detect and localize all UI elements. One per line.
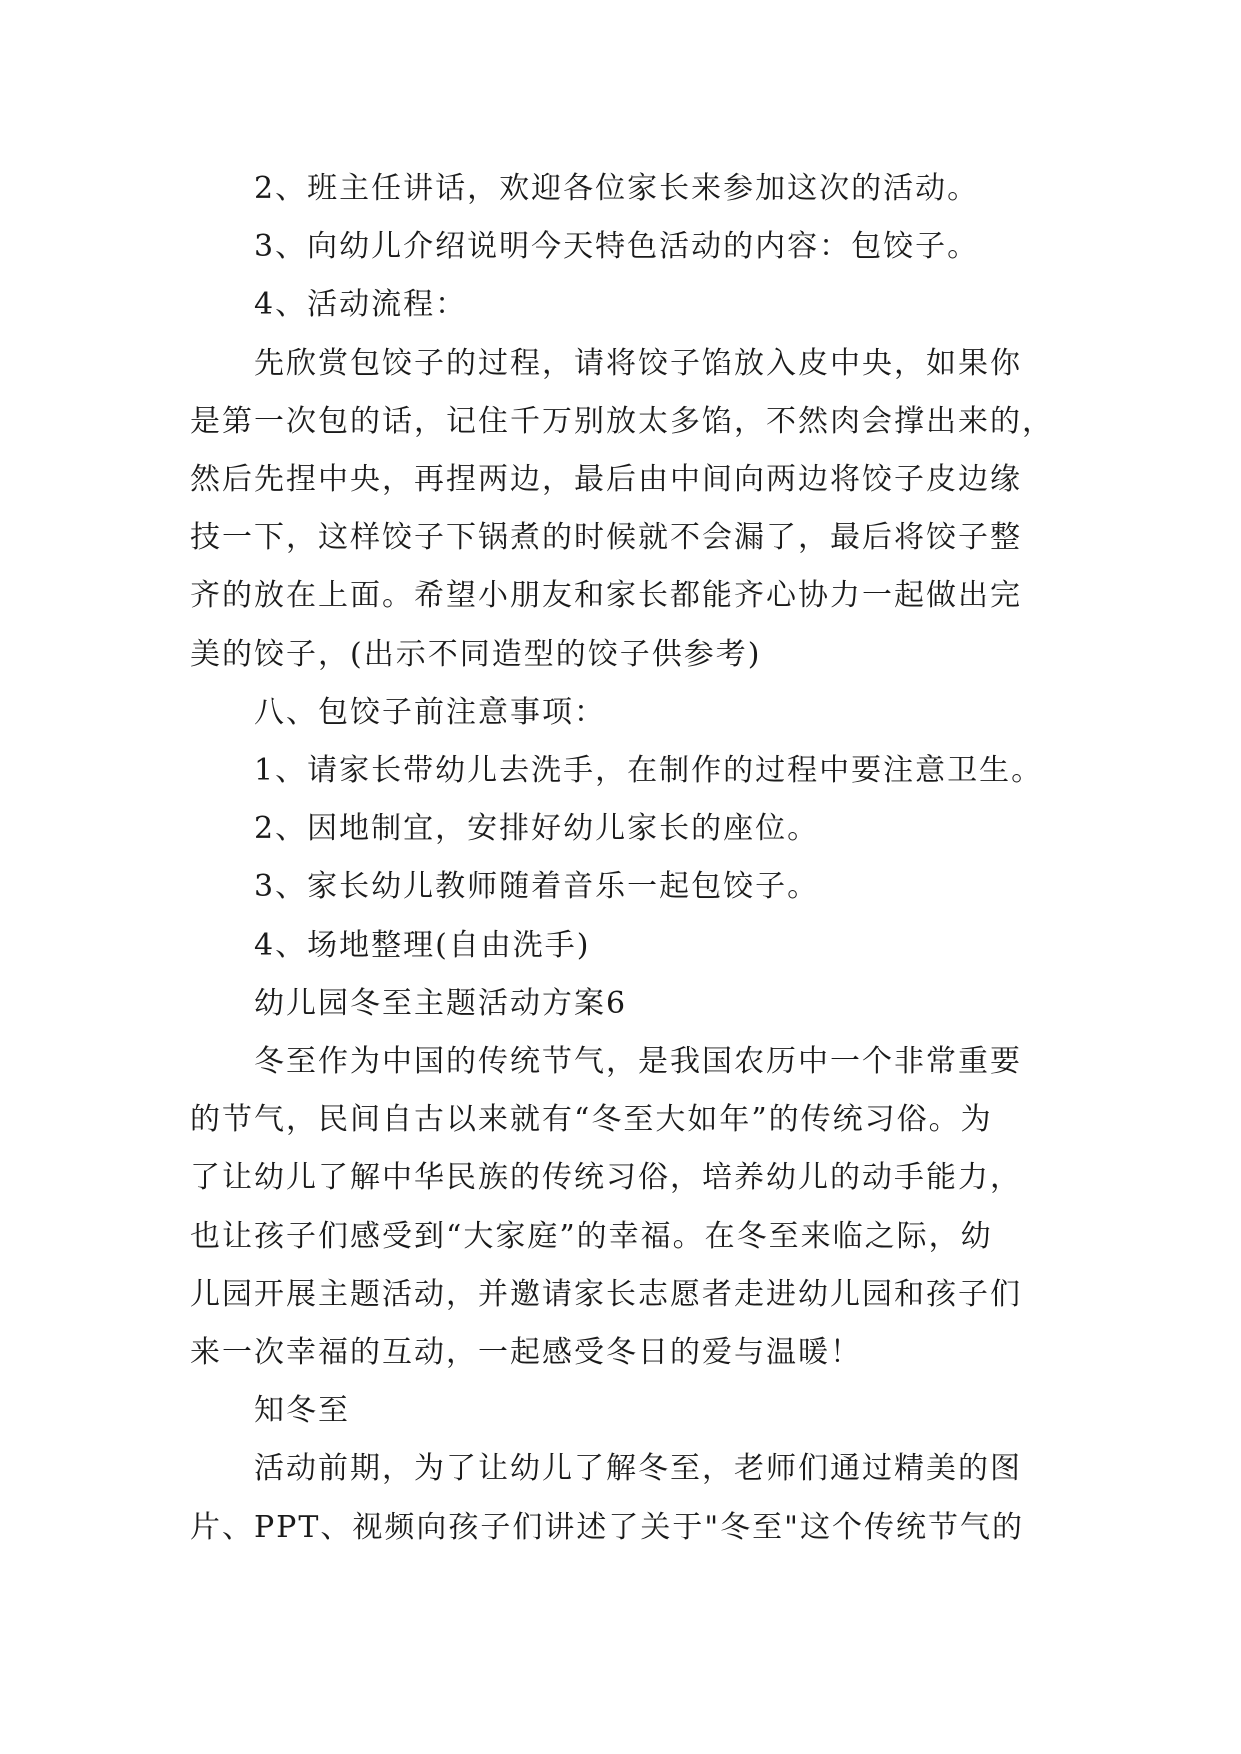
section-title: 幼儿园冬至主题活动方案6 [254, 985, 628, 1021]
section-heading: 知冬至 [254, 1393, 350, 1429]
text-line: 儿园开展主题活动，并邀请家长志愿者走进幼儿园和孩子们 [190, 1276, 1022, 1312]
text-line: 先欣赏包饺子的过程，请将饺子馅放入皮中央，如果你 [254, 345, 1022, 381]
text-line: 3、家长幼儿教师随着音乐一起包饺子。 [254, 869, 820, 905]
text-line: 活动前期，为了让幼儿了解冬至，老师们通过精美的图 [254, 1451, 1022, 1487]
text-line: 美的饺子，(出示不同造型的饺子供参考) [190, 636, 762, 672]
text-line: 也让孩子们感受到“大家庭”的幸福。在冬至来临之际，幼 [190, 1218, 993, 1254]
text-line: 来一次幸福的互动，一起感受冬日的爱与温暖！ [190, 1335, 862, 1371]
text-line: 片、PPT、视频向孩子们讲述了关于"冬至"这个传统节气的 [190, 1509, 1024, 1545]
document-body [190, 160, 1070, 1557]
text-line: 3、向幼儿介绍说明今天特色活动的内容：包饺子。 [254, 229, 980, 265]
text-line: 然后先捏中央，再捏两边，最后由中间向两边将饺子皮边缘 [190, 462, 1022, 498]
text-line: 技一下，这样饺子下锅煮的时候就不会漏了，最后将饺子整 [190, 520, 1022, 556]
text-line: 齐的放在上面。希望小朋友和家长都能齐心协力一起做出完 [190, 578, 1022, 614]
text-line: 冬至作为中国的传统节气，是我国农历中一个非常重要 [254, 1044, 1022, 1080]
text-line: 4、场地整理(自由洗手) [254, 927, 591, 963]
text-line: 了让幼儿了解中华民族的传统习俗，培养幼儿的动手能力， [190, 1160, 1022, 1196]
text-line: 2、因地制宜，安排好幼儿家长的座位。 [254, 811, 820, 847]
text-line: 2、班主任讲话，欢迎各位家长来参加这次的活动。 [254, 171, 980, 206]
text-line: 1、请家长带幼儿去洗手，在制作的过程中要注意卫生。 [254, 753, 1044, 789]
text-line: 是第一次包的话，记住千万别放太多馅，不然肉会撑出来的， [190, 403, 1054, 439]
text-line: 的节气，民间自古以来就有“冬至大如年”的传统习俗。为 [190, 1102, 993, 1138]
text-line: 4、活动流程： [254, 287, 468, 323]
section-heading: 八、包饺子前注意事项： [254, 694, 606, 730]
